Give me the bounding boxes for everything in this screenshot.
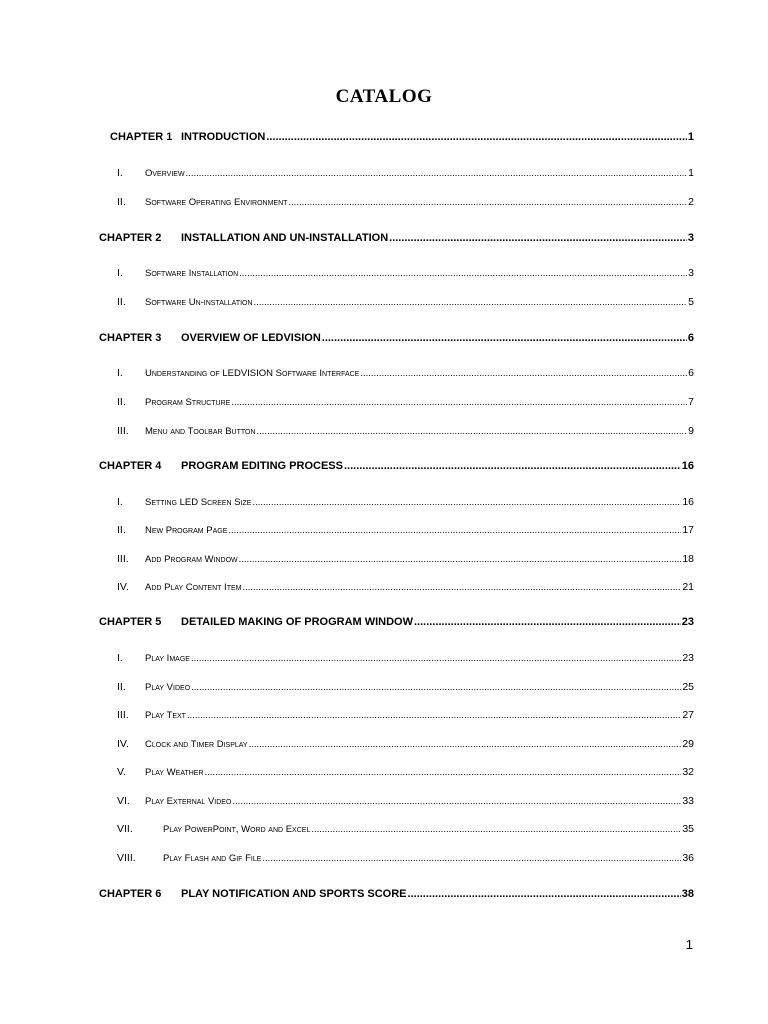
dot-leader [414, 616, 681, 628]
section-title: Play Image [145, 653, 190, 664]
dot-leader [322, 332, 687, 344]
chapter-number: CHAPTER 1 [110, 131, 173, 143]
section-title: Menu and Toolbar Button [145, 426, 256, 437]
toc-section-play-weather[interactable] [117, 766, 694, 778]
page-number: 3 [687, 232, 694, 244]
page-number: 7 [688, 396, 694, 408]
chapter-title: INTRODUCTION [181, 131, 266, 143]
toc-chapter-6[interactable] [99, 888, 694, 900]
section-number: II. [117, 296, 126, 308]
section-title: Setting LED Screen Size [145, 497, 252, 508]
toc-section-play-text[interactable] [117, 709, 694, 721]
chapter-number: CHAPTER 4 [99, 460, 162, 472]
dot-leader [257, 426, 688, 437]
page-number: 35 [682, 823, 694, 835]
toc-section-play-video[interactable] [117, 681, 694, 693]
page-number: 6 [687, 332, 694, 344]
page-number: 21 [682, 581, 694, 593]
toc-section-software-uninstallation[interactable] [117, 296, 694, 308]
dot-leader [249, 739, 682, 750]
page-number: 1 [688, 167, 694, 179]
toc-section-overview[interactable] [117, 167, 694, 179]
toc-section-play-image[interactable] [117, 652, 694, 664]
dot-leader [232, 796, 681, 807]
page-number: 6 [688, 367, 694, 379]
dot-leader [389, 232, 687, 244]
page-number: 16 [681, 460, 694, 472]
dot-leader [242, 582, 681, 593]
toc-section-software-installation[interactable] [117, 267, 694, 279]
section-number: III. [117, 553, 129, 565]
dot-leader [311, 824, 681, 835]
dot-leader [360, 368, 687, 379]
dot-leader [239, 268, 687, 279]
dot-leader [187, 710, 681, 721]
section-title: Play Text [145, 710, 186, 721]
page-number: 38 [681, 888, 694, 900]
page-number: 5 [688, 296, 694, 308]
toc-section-add-program-window[interactable] [117, 553, 694, 565]
toc-chapter-4[interactable] [99, 460, 694, 472]
toc-section-clock-timer[interactable] [117, 738, 694, 750]
toc-section-add-play-content[interactable] [117, 581, 694, 593]
toc-chapter-1[interactable] [110, 131, 694, 143]
dot-leader [191, 653, 681, 664]
page-number: 18 [682, 553, 694, 565]
section-number: VIII. [117, 852, 136, 864]
page-number: 25 [682, 681, 694, 693]
page-number: 16 [682, 496, 694, 508]
chapter-number: CHAPTER 5 [99, 616, 162, 628]
section-number: I. [117, 496, 123, 508]
dot-leader [266, 131, 687, 143]
toc-chapter-3[interactable] [99, 332, 694, 344]
page-number: 33 [682, 795, 694, 807]
page-number: 27 [682, 709, 694, 721]
section-number: I. [117, 367, 123, 379]
section-number: II. [117, 196, 126, 208]
dot-leader [288, 197, 687, 208]
toc-section-operating-environment[interactable] [117, 196, 694, 208]
chapter-number: CHAPTER 6 [99, 888, 162, 900]
page-number: 17 [682, 524, 694, 536]
page-number: 3 [688, 267, 694, 279]
dot-leader [408, 888, 681, 900]
section-number: III. [117, 425, 129, 437]
section-number: V. [117, 766, 126, 778]
dot-leader [228, 525, 681, 536]
section-number: I. [117, 167, 123, 179]
section-number: I. [117, 267, 123, 279]
chapter-title: PLAY NOTIFICATION AND SPORTS SCORE [181, 888, 407, 900]
section-number: II. [117, 396, 126, 408]
section-title: New Program Page [145, 525, 228, 536]
section-title: Program Structure [145, 397, 231, 408]
chapter-title: OVERVIEW OF LEDVISION [181, 332, 321, 344]
page-number: 9 [688, 425, 694, 437]
section-title: Add Play Content Item [145, 582, 242, 593]
footer-page-number: 1 [685, 937, 693, 952]
chapter-number: CHAPTER 2 [99, 232, 162, 244]
section-number: II. [117, 524, 126, 536]
section-number: IV. [117, 581, 129, 593]
section-title: Software Operating Environment [145, 197, 288, 208]
section-title: Play External Video [145, 796, 232, 807]
dot-leader [262, 853, 681, 864]
toc-section-external-video[interactable] [117, 795, 694, 807]
toc-section-program-structure[interactable] [117, 396, 694, 408]
page-number: 32 [682, 766, 694, 778]
page-number: 1 [687, 131, 694, 143]
dot-leader [205, 767, 682, 778]
section-title: Play PowerPoint, Word and Excel [163, 824, 311, 835]
chapter-title: INSTALLATION AND UN-INSTALLATION [181, 232, 389, 244]
toc-section-led-screen-size[interactable] [117, 496, 694, 508]
toc-section-powerpoint-word-excel[interactable] [117, 823, 694, 835]
section-title: Play Flash and Gif File [163, 853, 262, 864]
section-number: VII. [117, 823, 133, 835]
section-title: Play Video [145, 682, 191, 693]
dot-leader [231, 397, 687, 408]
section-title: Play Weather [145, 767, 204, 778]
section-number: III. [117, 709, 129, 721]
toc-section-new-program-page[interactable] [117, 524, 694, 536]
toc-section-menu-toolbar[interactable] [117, 425, 694, 437]
section-title: Software Installation [145, 268, 239, 279]
toc-chapter-5[interactable] [99, 616, 694, 628]
section-title: Overview [145, 168, 185, 179]
chapter-number: CHAPTER 3 [99, 332, 162, 344]
dot-leader [252, 497, 681, 508]
dot-leader [239, 554, 682, 565]
section-number: VI. [117, 795, 130, 807]
section-title: Software Un-installation [145, 297, 253, 308]
dot-leader [186, 168, 688, 179]
toc-section-flash-gif[interactable] [117, 852, 694, 864]
toc-section-software-interface[interactable] [117, 367, 694, 379]
section-number: II. [117, 681, 126, 693]
page-number: 23 [681, 616, 694, 628]
chapter-title: DETAILED MAKING OF PROGRAM WINDOW [181, 616, 413, 628]
toc-chapter-2[interactable] [99, 232, 694, 244]
section-number: I. [117, 652, 123, 664]
section-title: Add Program Window [145, 554, 238, 565]
page-title: CATALOG [335, 86, 433, 107]
chapter-title: PROGRAM EDITING PROCESS [181, 460, 343, 472]
section-title: Clock and Timer Display [145, 739, 248, 750]
page-number: 36 [682, 852, 694, 864]
dot-leader [344, 460, 681, 472]
section-number: IV. [117, 738, 129, 750]
page-number: 23 [682, 652, 694, 664]
dot-leader [254, 297, 688, 308]
section-title: Understanding of LEDVISION Software Interface [145, 368, 360, 379]
page-number: 2 [688, 196, 694, 208]
dot-leader [191, 682, 681, 693]
page-number: 29 [682, 738, 694, 750]
